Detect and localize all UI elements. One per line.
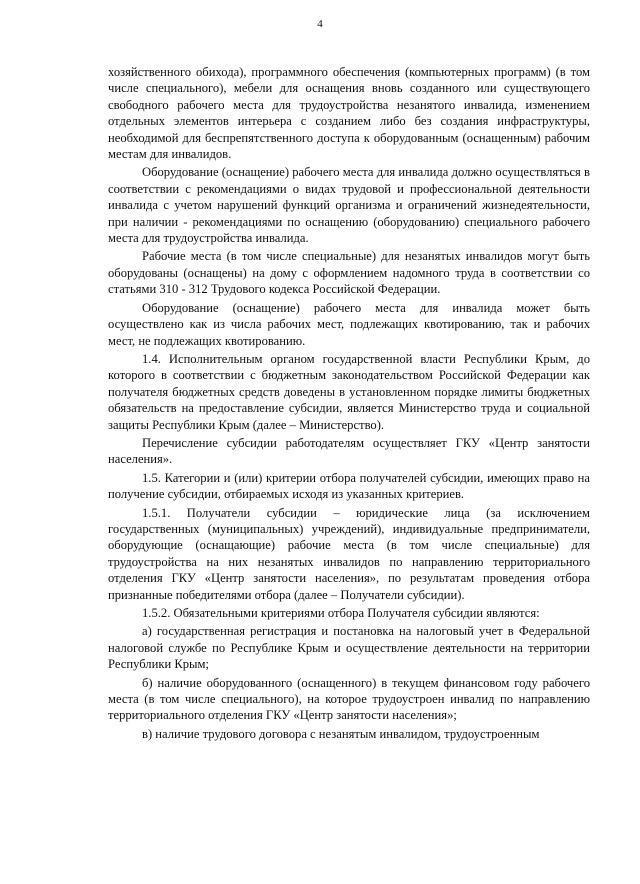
paragraph: Перечисление субсидии работодателям осуществляет ГКУ «Центр занятости населения».: [108, 435, 590, 467]
paragraph: Оборудование (оснащение) рабочего места для инвалида должно осуществляться в соответствии с рекомендациями о видах трудовой и профессиональной деятельности инвалида с учетом нарушений функций организма и ограничений жизнедеятельности, при наличии - рекомендациями по оснащению (оборудованию) специального рабочего места для трудоустройства инвалида.: [108, 165, 590, 246]
paragraph-continuation: хозяйственного обихода), программного обеспечения (компьютерных программ) (в том числе специального), мебели для оснащения вновь созданного или существующего свободного рабочего места для трудоустройства незанятого инвалида, изменением отдельных элементов интерьера с созданием либо без создания инфраструктуры, необходимой для беспрепятственного доступа к оборудованным (оснащенным) рабочим местам для инвалидов.: [108, 65, 590, 162]
paragraph: Рабочие места (в том числе специальные) для незанятых инвалидов могут быть оборудованы (оснащены) на дому с оформлением надомного труда в соответствии со статьями 310 - 312 Трудового кодекса Российской Федерации.: [108, 249, 590, 297]
list-item-b: б) наличие оборудованного (оснащенного) в текущем финансовом году рабочего места (в том числе специального), на которое трудоустроен инвалид по направлению территориального отделения ГКУ «Центр занятости населения»;: [108, 675, 590, 723]
list-item-v: в) наличие трудового договора с незанятым инвалидом, трудоустроенным: [142, 726, 540, 741]
document-body: [108, 64, 590, 744]
list-item-a: а) государственная регистрация и постановка на налоговый учет в Федеральной налоговой службе по Республике Крым и осуществление деятельности на территории Республики Крым;: [108, 624, 590, 672]
paragraph-section-1-4: 1.4. Исполнительным органом государственной власти Республики Крым, до которого в соответствии с бюджетным законодательством Российской Федерации как получателя бюджетных средств доведены в установленном порядке лимиты бюджетных обязательств на предоставление субсидии, является Министерство труда и социальной защиты Республики Крым (далее – Министерство).: [108, 351, 590, 432]
paragraph: Оборудование (оснащение) рабочего места для инвалида может быть осуществлено как из числа рабочих мест, подлежащих квотированию, так и рабочих мест, не подлежащих квотированию.: [108, 300, 590, 348]
page-number: 4: [317, 18, 323, 30]
paragraph-section-1-5-1: 1.5.1. Получатели субсидии – юридические лица (за исключением государственных (муниципальных) учреждений), индивидуальные предприниматели, оборудующие (оснащающие) рабочие места (в том числе специальные) для трудоустройства на них незанятых инвалидов по направлению территориального отделения ГКУ «Центр занятости населения», по результатам проведения отбора признанные победителями отбора (далее – Получатели субсидии).: [108, 505, 590, 602]
paragraph-section-1-5: 1.5. Категории и (или) критерии отбора получателей субсидии, имеющих право на получение субсидии, отбираемых исходя из указанных критериев.: [108, 470, 590, 502]
paragraph-section-1-5-2: 1.5.2. Обязательными критериями отбора Получателя субсидии являются:: [142, 606, 540, 620]
